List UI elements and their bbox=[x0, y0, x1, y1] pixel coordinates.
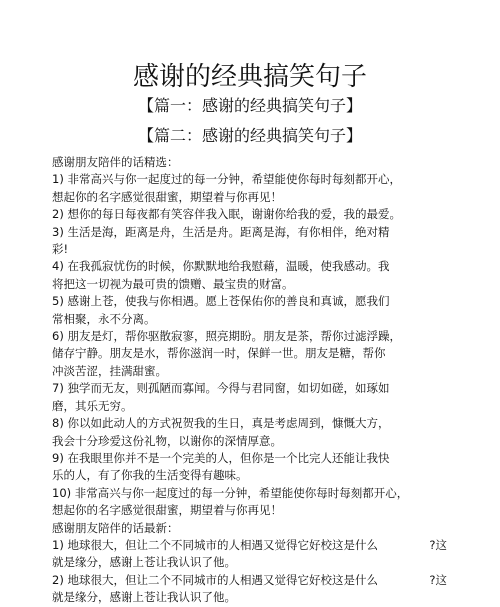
text-row bbox=[52, 589, 472, 606]
page-title: 感谢的经典搞笑句子 bbox=[132, 62, 367, 92]
text-line: 感谢朋友陪伴的话精选： bbox=[52, 155, 179, 169]
text-line: 就是缘分，感谢上苍让我认识了他。 bbox=[52, 555, 236, 570]
section-heading-2: 【篇二：感谢的经典搞笑句子】 bbox=[137, 126, 362, 145]
text-row bbox=[52, 537, 472, 554]
text-line: 1) 地球很大，但让二个不同城市的人相遇又觉得它好校这是什么 bbox=[52, 537, 378, 552]
text-line: 6) 朋友是灯，帮你驱散寂寥，照亮期盼。朋友是茶，帮你过滤浮躁， bbox=[52, 329, 401, 344]
text-line: 2) 地球很大，但让二个不同城市的人相遇又觉得它好校这是什么 bbox=[52, 572, 378, 587]
text-line: 乐的人，有了你我的生活变得有趣味。 bbox=[52, 468, 248, 483]
text-line: 我会十分珍爱这份礼物，以谢你的深情厚意。 bbox=[52, 433, 282, 448]
text-line: 储存宁静。朋友是水，帮你滋润一时，保鲜一世。朋友是糖，帮你 bbox=[52, 346, 386, 361]
text-line: 感谢朋友陪伴的话最新： bbox=[52, 520, 179, 535]
text-line: 想起你的名字感觉很甜蜜，期望着与你再见！ bbox=[52, 189, 282, 204]
section-heading-1: 【篇一：感谢的经典搞笑句子】 bbox=[137, 96, 362, 115]
text-line: 磨，其乐无穷。 bbox=[52, 398, 133, 413]
text-line: 常相聚，永不分离。 bbox=[52, 311, 156, 326]
text-line: 2) 想你的每日每夜都有笑容伴我入眠，谢谢你给我的爱，我的最爱。 bbox=[52, 207, 401, 222]
text-line: 就是缘分，感谢上苍让我认识了他。 bbox=[52, 590, 236, 605]
text-line: 5) 感谢上苍，使我与你相遇。愿上苍保佑你的善良和真诚，愿我们 bbox=[52, 294, 390, 309]
side-text: ?这 bbox=[429, 537, 447, 552]
text-line: 3) 生活是海，距离是舟，生活是舟。距离是海，有你相伴，绝对精 bbox=[52, 224, 390, 239]
side-text bbox=[447, 589, 472, 606]
text-line: 7) 独学而无友，则孤陋而寡闻。今得与君同窗，如切如磋，如琢如 bbox=[52, 381, 390, 396]
text-line: 10) 非常高兴与你一起度过的每一分钟，希望能使你每时每刻都开心， bbox=[52, 485, 409, 500]
text-line: 冲淡苦涩，挂满甜蜜。 bbox=[52, 363, 167, 378]
text-line: 9) 在我眼里你并不是一个完美的人，但你是一个比完人还能让我快 bbox=[52, 450, 390, 465]
text-line: 4) 在我孤寂忧伤的时候，你默默地给我慰藉，温暖，使我感动。我 bbox=[52, 259, 390, 274]
text-line: 想起你的名字感觉很甜蜜，期望着与你再见！ bbox=[52, 503, 282, 518]
text-line: 1) 非常高兴与你一起度过的每一分钟，希望能使你每时每刻都开心， bbox=[52, 172, 401, 187]
text-line: 将把这一切视为最可贵的馈赠、最宝贵的财富。 bbox=[52, 276, 294, 291]
text-line: 8) 你以如此动人的方式祝贺我的生日，真是考虑周到，慷慨大方， bbox=[52, 416, 390, 431]
text-row bbox=[52, 554, 472, 571]
side-text: ?这 bbox=[429, 572, 447, 587]
text-line: 彩! bbox=[52, 242, 69, 257]
text-row bbox=[52, 572, 472, 589]
article-body bbox=[52, 154, 472, 607]
side-text bbox=[447, 554, 472, 571]
